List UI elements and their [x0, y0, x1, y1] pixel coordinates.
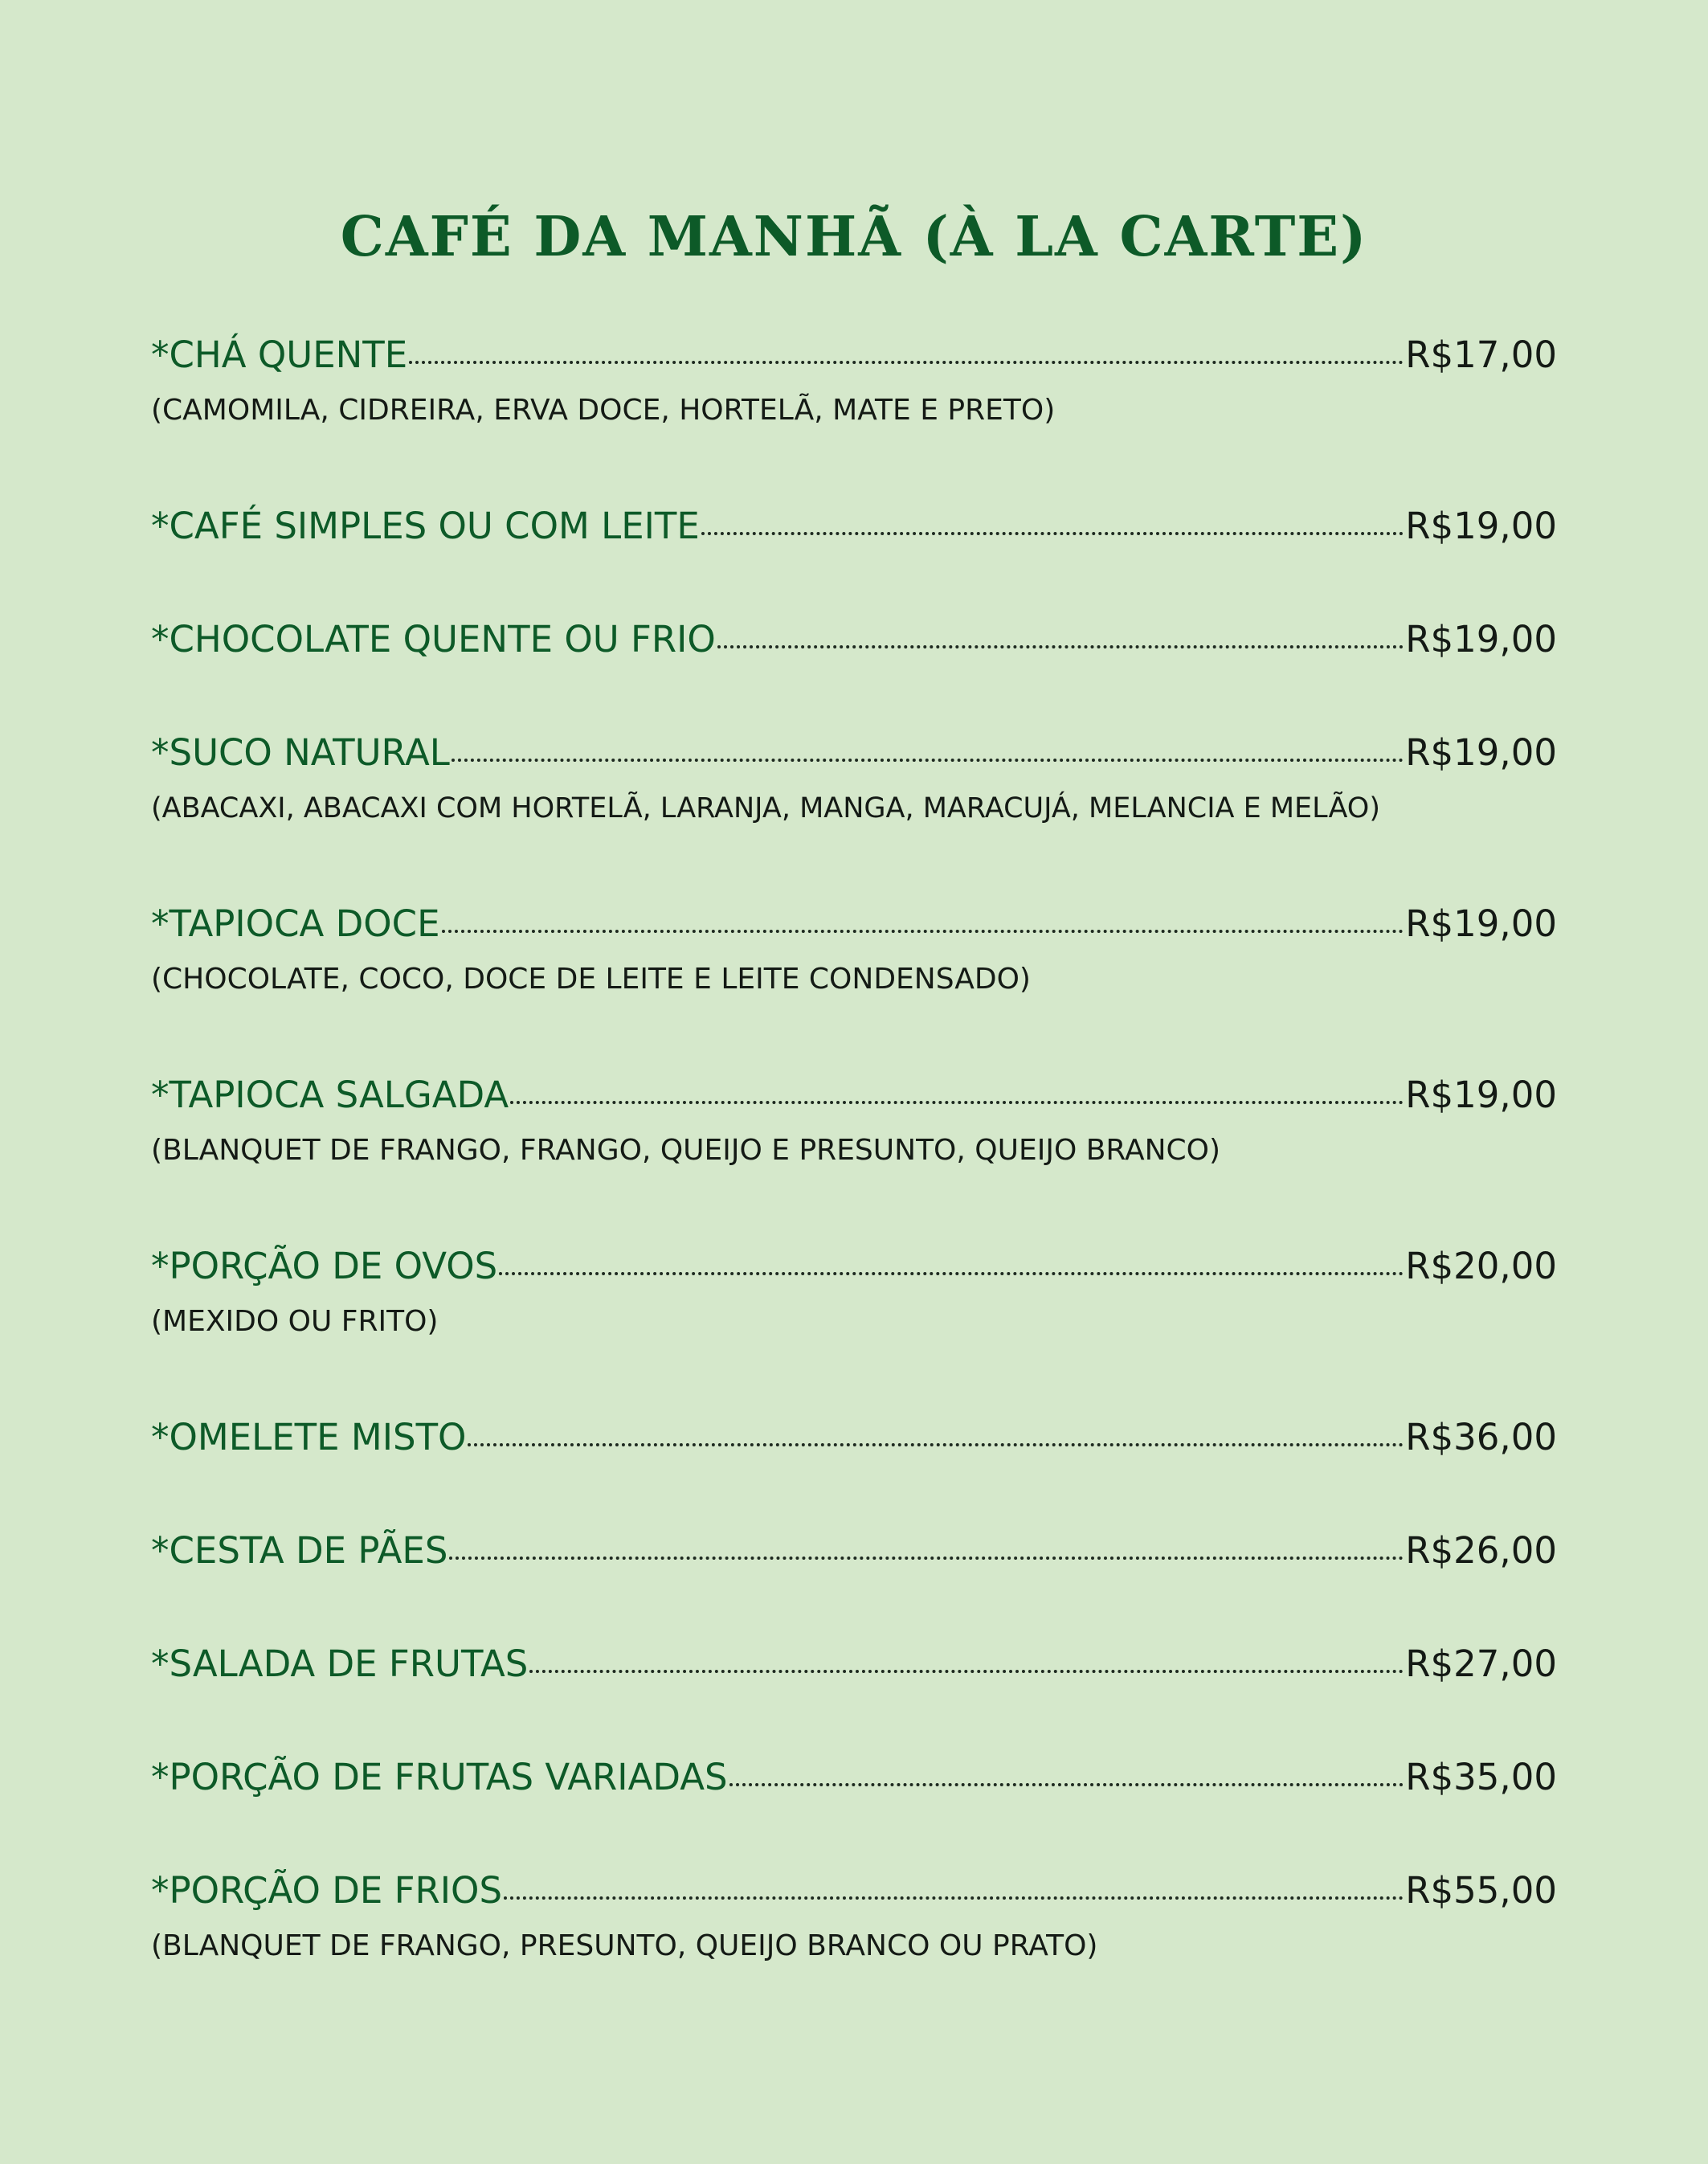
dot-leader	[449, 1557, 1404, 1560]
item-name: *CESTA DE PÃES	[151, 1529, 448, 1572]
item-row	[151, 331, 1557, 379]
item-row	[151, 1242, 1557, 1291]
item-description: (BLANQUET DE FRANGO, PRESUNTO, QUEIJO BRANCO OU PRATO)	[151, 1929, 1098, 1962]
dot-leader	[409, 361, 1404, 364]
item-name: *TAPIOCA SALGADA	[151, 1074, 509, 1116]
dot-leader	[442, 930, 1404, 933]
menu-item-porcao-ovos	[151, 1242, 1557, 1342]
menu-item-cafe	[151, 502, 1557, 550]
menu-item-cha-quente	[151, 331, 1557, 431]
item-name: *OMELETE MISTO	[151, 1416, 467, 1458]
item-row	[151, 1527, 1557, 1575]
dot-leader	[529, 1670, 1404, 1673]
item-price: R$55,00	[1405, 1869, 1557, 1912]
menu-item-omelete	[151, 1413, 1557, 1462]
item-price: R$19,00	[1405, 731, 1557, 774]
dot-leader	[701, 532, 1404, 535]
menu-item-tapioca-salgada	[151, 1071, 1557, 1171]
item-description: (CAMOMILA, CIDREIRA, ERVA DOCE, HORTELÃ, MATE E PRETO)	[151, 394, 1056, 427]
item-price: R$19,00	[1405, 902, 1557, 945]
item-description: (ABACAXI, ABACAXI COM HORTELÃ, LARANJA, MANGA, MARACUJÁ, MELANCIA E MELÃO)	[151, 792, 1380, 824]
menu-item-tapioca-doce	[151, 900, 1557, 1000]
item-name: *CHOCOLATE QUENTE OU FRIO	[151, 618, 716, 661]
dot-leader	[504, 1896, 1404, 1900]
item-name: *PORÇÃO DE OVOS	[151, 1245, 498, 1287]
item-row	[151, 729, 1557, 777]
item-row	[151, 502, 1557, 550]
menu-item-chocolate	[151, 616, 1557, 664]
dot-leader	[717, 645, 1404, 648]
item-name: *CAFÉ SIMPLES OU COM LEITE	[151, 505, 700, 547]
item-name: *SALADA DE FRUTAS	[151, 1642, 529, 1685]
item-price: R$19,00	[1405, 1074, 1557, 1116]
item-row	[151, 616, 1557, 664]
item-price: R$26,00	[1405, 1529, 1557, 1572]
dot-leader	[499, 1272, 1404, 1275]
menu-item-suco-natural	[151, 729, 1557, 828]
menu-title: CAFÉ DA MANHÃ (À LA CARTE)	[340, 205, 1368, 269]
item-price: R$17,00	[1405, 333, 1557, 376]
dot-leader	[510, 1101, 1404, 1104]
item-description: (BLANQUET DE FRANGO, FRANGO, QUEIJO E PRESUNTO, QUEIJO BRANCO)	[151, 1134, 1221, 1167]
item-name: *TAPIOCA DOCE	[151, 902, 440, 945]
item-price: R$36,00	[1405, 1416, 1557, 1458]
menu-item-salada-frutas	[151, 1640, 1557, 1688]
item-description: (CHOCOLATE, COCO, DOCE DE LEITE E LEITE CONDENSADO)	[151, 963, 1031, 996]
menu-item-frutas-variadas	[151, 1753, 1557, 1802]
menu-item-cesta-paes	[151, 1527, 1557, 1575]
item-name: *CHÁ QUENTE	[151, 333, 408, 376]
dot-leader	[468, 1443, 1404, 1446]
item-name: *SUCO NATURAL	[151, 731, 450, 774]
item-row	[151, 1753, 1557, 1802]
item-row	[151, 1867, 1557, 1915]
dot-leader	[729, 1783, 1404, 1786]
item-price: R$20,00	[1405, 1245, 1557, 1287]
item-description: (MEXIDO OU FRITO)	[151, 1305, 439, 1338]
item-row	[151, 900, 1557, 948]
dot-leader	[452, 759, 1404, 762]
item-row	[151, 1413, 1557, 1462]
menu-item-porcao-frios	[151, 1867, 1557, 1966]
item-price: R$27,00	[1405, 1642, 1557, 1685]
item-name: *PORÇÃO DE FRIOS	[151, 1869, 503, 1912]
item-row	[151, 1640, 1557, 1688]
item-name: *PORÇÃO DE FRUTAS VARIADAS	[151, 1756, 728, 1798]
item-price: R$35,00	[1405, 1756, 1557, 1798]
item-price: R$19,00	[1405, 618, 1557, 661]
item-row	[151, 1071, 1557, 1119]
item-price: R$19,00	[1405, 505, 1557, 547]
